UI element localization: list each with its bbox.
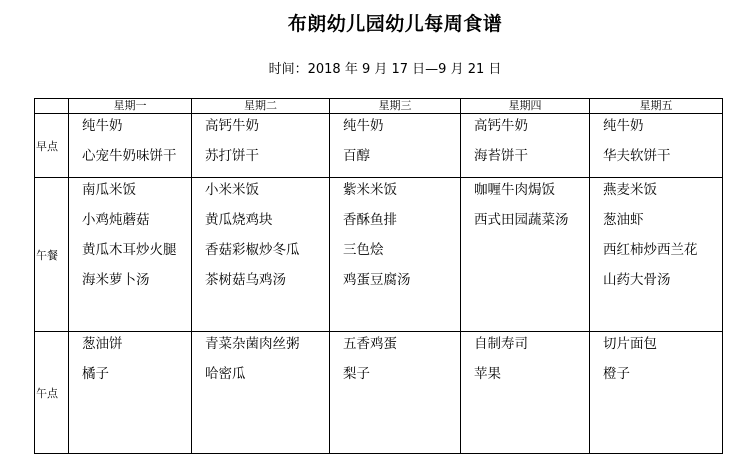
dish-item: 纯牛奶 xyxy=(603,118,644,134)
menu-cell xyxy=(69,178,192,332)
dish-item: 苏打饼干 xyxy=(205,148,259,164)
meal-row xyxy=(35,114,723,178)
menu-cell xyxy=(330,178,461,332)
dish-item: 葱油虾 xyxy=(603,212,644,228)
day-header: 星期五 xyxy=(590,99,723,114)
dish-item: 咖喱牛肉焗饭 xyxy=(474,182,555,198)
dish-item: 高钙牛奶 xyxy=(474,118,528,134)
dish-item: 海米萝卜汤 xyxy=(82,272,150,288)
dish-item: 三色烩 xyxy=(343,242,384,258)
day-header: 星期一 xyxy=(69,99,192,114)
dish-item: 苹果 xyxy=(474,366,501,382)
corner-cell xyxy=(35,99,69,114)
dish-item: 纯牛奶 xyxy=(82,118,123,134)
dish-item: 海苔饼干 xyxy=(474,148,528,164)
date-range: 时间：2018 年 9 月 17 日—9 月 21 日 xyxy=(268,62,502,77)
menu-cell xyxy=(69,332,192,454)
day-header: 星期四 xyxy=(461,99,590,114)
dish-item: 小米米饭 xyxy=(205,182,259,198)
menu-cell xyxy=(330,114,461,178)
menu-cell xyxy=(590,178,723,332)
menu-cell xyxy=(192,178,330,332)
dish-item: 百醇 xyxy=(343,148,370,164)
dish-item: 燕麦米饭 xyxy=(603,182,657,198)
dish-item: 黄瓜木耳炒火腿 xyxy=(82,242,177,258)
dish-item: 华夫软饼干 xyxy=(603,148,671,164)
menu-cell xyxy=(590,114,723,178)
dish-item: 黄瓜烧鸡块 xyxy=(205,212,273,228)
dish-item: 南瓜米饭 xyxy=(82,182,136,198)
dish-item: 高钙牛奶 xyxy=(205,118,259,134)
dish-item: 香酥鱼排 xyxy=(343,212,397,228)
dish-item: 五香鸡蛋 xyxy=(343,336,397,352)
menu-cell xyxy=(461,332,590,454)
menu-cell xyxy=(590,332,723,454)
dish-item: 切片面包 xyxy=(603,336,657,352)
dish-item: 橘子 xyxy=(82,366,109,382)
menu-cell xyxy=(192,332,330,454)
weekly-menu-table xyxy=(34,98,723,454)
dish-item: 山药大骨汤 xyxy=(603,272,671,288)
menu-cell xyxy=(461,114,590,178)
dish-item: 葱油饼 xyxy=(82,336,123,352)
header-row xyxy=(35,99,723,114)
day-header: 星期三 xyxy=(330,99,461,114)
dish-item: 小鸡炖蘑菇 xyxy=(82,212,150,228)
dish-item: 西红柿炒西兰花 xyxy=(603,242,698,258)
menu-cell xyxy=(192,114,330,178)
menu-cell xyxy=(461,178,590,332)
dish-item: 茶树菇乌鸡汤 xyxy=(205,272,286,288)
meal-row xyxy=(35,178,723,332)
meal-label: 早点 xyxy=(35,114,69,178)
menu-cell xyxy=(330,332,461,454)
dish-item: 心宠牛奶味饼干 xyxy=(82,148,177,164)
day-header: 星期二 xyxy=(192,99,330,114)
meal-row xyxy=(35,332,723,454)
meal-label: 午点 xyxy=(35,332,69,454)
dish-item: 青菜杂菌肉丝粥 xyxy=(205,336,300,352)
dish-item: 橙子 xyxy=(603,366,630,382)
dish-item: 自制寿司 xyxy=(474,336,528,352)
dish-item: 西式田园蔬菜汤 xyxy=(474,212,569,228)
dish-item: 紫米米饭 xyxy=(343,182,397,198)
page-title: 布朗幼儿园幼儿每周食谱 xyxy=(287,13,503,35)
dish-item: 纯牛奶 xyxy=(343,118,384,134)
meal-label: 午餐 xyxy=(35,178,69,332)
menu-cell xyxy=(69,114,192,178)
dish-item: 梨子 xyxy=(343,366,370,382)
dish-item: 鸡蛋豆腐汤 xyxy=(343,272,411,288)
dish-item: 香菇彩椒炒冬瓜 xyxy=(205,242,300,258)
dish-item: 哈密瓜 xyxy=(205,366,246,382)
